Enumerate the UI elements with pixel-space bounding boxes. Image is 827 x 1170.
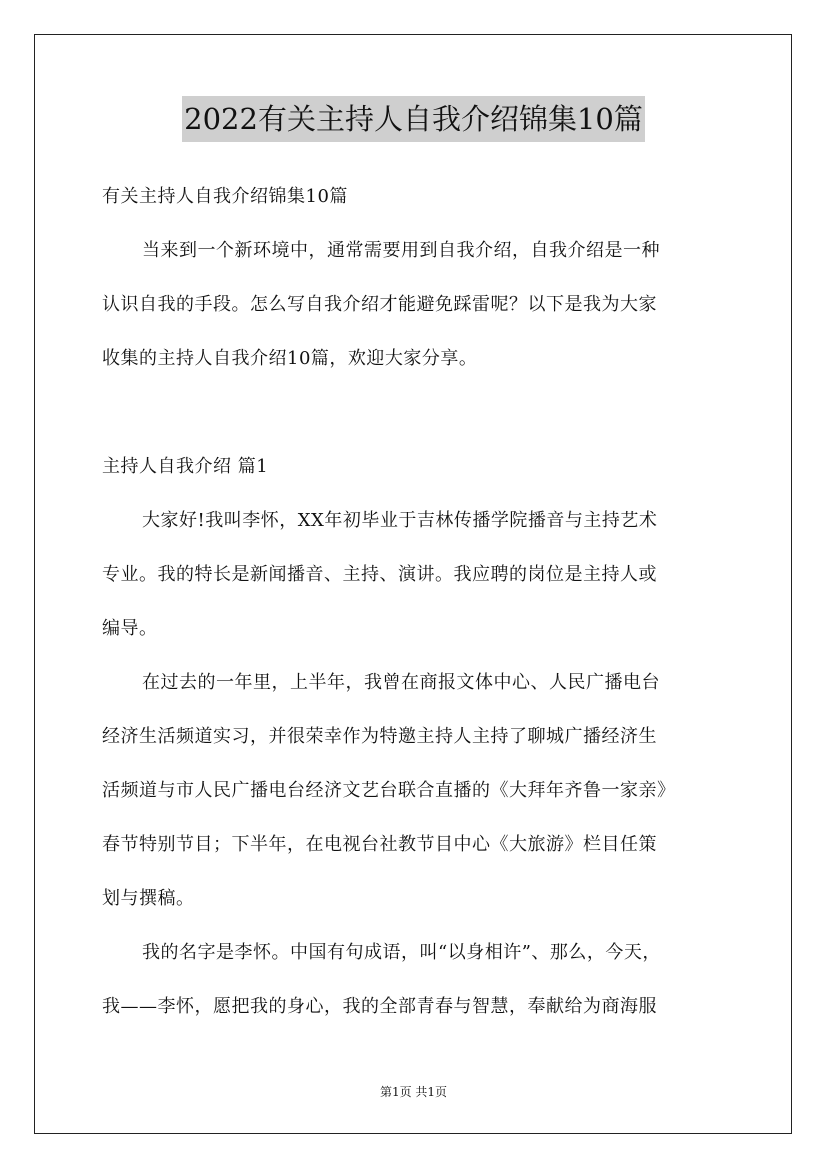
title-container [0,96,827,142]
paragraph-line: 经济生活频道实习，并很荣幸作为特邀主持人主持了聊城广播经济生 [102,726,657,747]
blank-line [102,386,726,440]
intro-line: 收集的主持人自我介绍10篇，欢迎大家分享。 [102,348,478,369]
paragraph-line: 在过去的一年里，上半年，我曾在商报文体中心、人民广播电台 [142,672,660,693]
paragraph-line: 划与撰稿。 [102,888,195,909]
paragraph-line: 编导。 [102,618,158,639]
intro-line: 当来到一个新环境中，通常需要用到自我介绍，自我介绍是一种 [142,240,660,261]
paragraph-line: 大家好!我叫李怀，XX年初毕业于吉林传播学院播音与主持艺术 [142,510,658,531]
paragraph-line: 我的名字是李怀。中国有句成语，叫“以身相许”、那么，今天， [142,942,661,963]
subtitle: 有关主持人自我介绍锦集10篇 [102,186,348,207]
section-heading: 主持人自我介绍 篇1 [102,456,269,477]
document-title: 2022有关主持人自我介绍锦集10篇 [182,96,645,142]
page-footer: 第1页 共1页 [379,1085,448,1099]
paragraph-line: 活频道与市人民广播电台经济文艺台联合直播的《大拜年齐鲁一家亲》 [102,780,676,801]
intro-line: 认识自我的手段。怎么写自我介绍才能避免踩雷呢？以下是我为大家 [102,294,657,315]
paragraph-line: 专业。我的特长是新闻播音、主持、演讲。我应聘的岗位是主持人或 [102,564,657,585]
paragraph-line: 春节特别节目；下半年，在电视台社教节目中心《大旅游》栏目任策 [102,834,657,855]
paragraph-line: 我——李怀，愿把我的身心，我的全部青春与智慧，奉献给为商海服 [102,996,657,1017]
document-body [102,170,726,1034]
